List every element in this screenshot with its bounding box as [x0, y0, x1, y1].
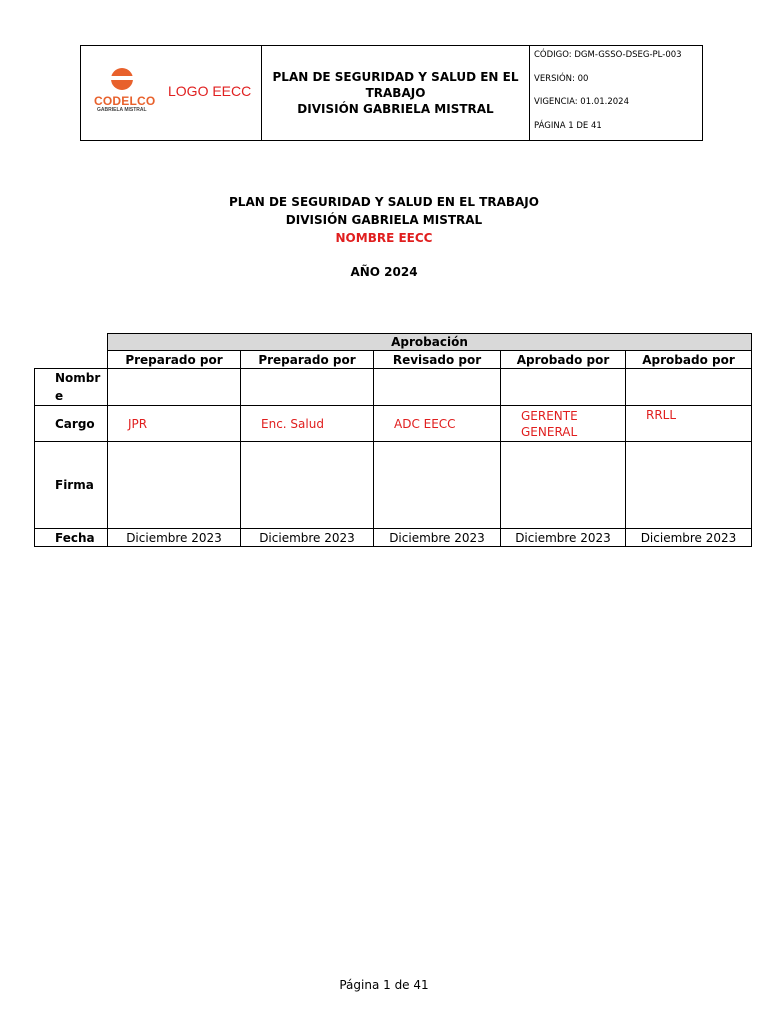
logo-eecc-placeholder: LOGO EECC	[168, 83, 252, 99]
column-header: Preparado por	[241, 351, 374, 369]
header-meta	[530, 46, 702, 140]
cover-year: AÑO 2024	[350, 265, 418, 279]
table-row	[35, 334, 752, 351]
cover-title-line1: PLAN DE SEGURIDAD Y SALUD EN EL TRABAJO	[229, 195, 539, 209]
signature-cell[interactable]	[501, 442, 626, 529]
page-footer: Página 1 de 41	[339, 978, 429, 992]
signature-cell[interactable]	[374, 442, 501, 529]
header-title	[262, 46, 530, 140]
cover-company-name: NOMBRE EECC	[335, 231, 433, 245]
fecha-cell: Diciembre 2023	[501, 529, 626, 547]
column-header: Aprobado por	[501, 351, 626, 369]
header-title-line3: DIVISIÓN GABRIELA MISTRAL	[297, 102, 494, 116]
codelco-logo-icon	[111, 68, 133, 90]
row-label-fecha: Fecha	[35, 529, 108, 547]
row-label-nombre: Nombr e	[35, 369, 108, 406]
nombre-cell[interactable]	[626, 369, 752, 406]
nombre-cell[interactable]	[241, 369, 374, 406]
logo-cell	[81, 46, 262, 140]
signature-cell[interactable]	[108, 442, 241, 529]
fecha-cell: Diciembre 2023	[374, 529, 501, 547]
table-row	[35, 351, 752, 369]
nombre-cell[interactable]	[374, 369, 501, 406]
cargo-cell: GERENTE GENERAL	[501, 406, 626, 442]
approval-table	[34, 333, 752, 547]
cargo-cell: JPR	[108, 406, 241, 442]
approval-title: Aprobación	[108, 334, 752, 351]
cargo-cell: RRLL	[626, 406, 752, 442]
doc-page: PÁGINA 1 DE 41	[534, 120, 602, 131]
signature-cell[interactable]	[241, 442, 374, 529]
table-row	[35, 369, 752, 406]
column-header: Preparado por	[108, 351, 241, 369]
fecha-cell: Diciembre 2023	[626, 529, 752, 547]
doc-validity: VIGENCIA: 01.01.2024	[534, 97, 629, 107]
document-header	[80, 45, 703, 141]
fecha-cell: Diciembre 2023	[241, 529, 374, 547]
codelco-logo-subtext: GABRIELA MISTRAL	[97, 107, 147, 113]
fecha-cell: Diciembre 2023	[108, 529, 241, 547]
column-header: Revisado por	[374, 351, 501, 369]
doc-code: CÓDIGO: DGM-GSSO-DSEG-PL-003	[534, 50, 682, 60]
table-row	[35, 406, 752, 442]
row-label-firma: Firma	[35, 442, 108, 529]
signature-cell[interactable]	[626, 442, 752, 529]
row-label-cargo: Cargo	[35, 406, 108, 442]
table-row	[35, 529, 752, 547]
column-header: Aprobado por	[626, 351, 752, 369]
nombre-cell[interactable]	[108, 369, 241, 406]
cargo-cell: ADC EECC	[374, 406, 501, 442]
header-title-line2: TRABAJO	[365, 86, 426, 100]
doc-version: VERSIÓN: 00	[534, 73, 589, 84]
cargo-cell: Enc. Salud	[241, 406, 374, 442]
cover-title-line2: DIVISIÓN GABRIELA MISTRAL	[285, 213, 483, 227]
codelco-logo-text: CODELCO	[94, 94, 156, 108]
nombre-cell[interactable]	[501, 369, 626, 406]
header-title-line1: PLAN DE SEGURIDAD Y SALUD EN EL	[272, 70, 519, 84]
table-row	[35, 442, 752, 529]
